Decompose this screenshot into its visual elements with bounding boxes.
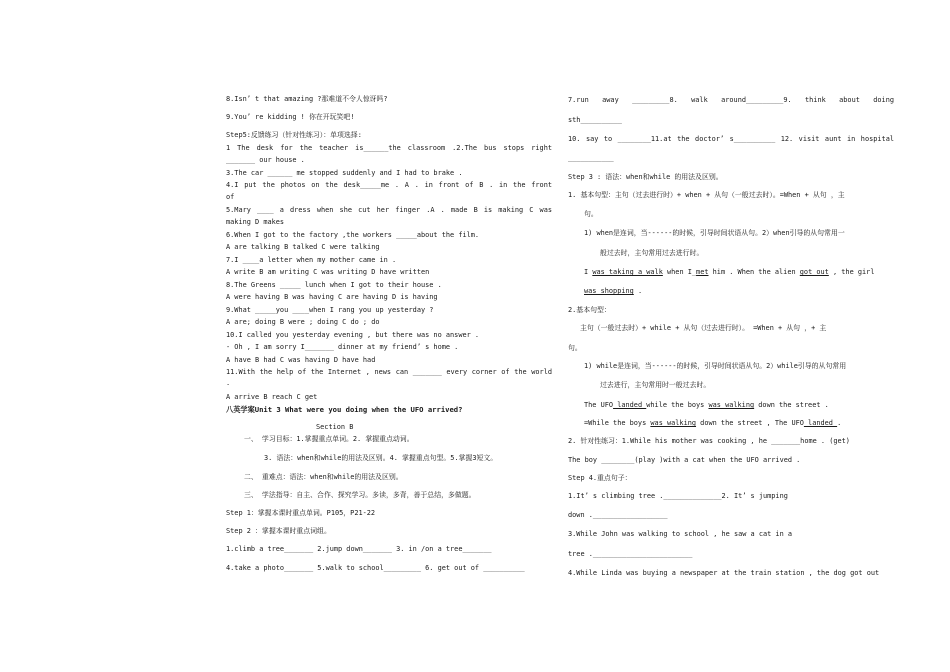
practice-2: The boy ________(play )with a cat when the UFO arrived . — [568, 456, 801, 464]
example-when: I was taking a walk when I_met him . When the alien got out , the girl — [584, 268, 875, 276]
sentence-line: 3.While John was walking to school , he saw a cat in a — [568, 530, 793, 538]
rule-while: 1) while是连词，当------的时候，引导时间状语从句。2）while引导的从句常用 — [584, 362, 847, 370]
question-4: 4.I put the photos on the desk_____me . A . in front of B . in the front — [226, 181, 552, 189]
text-line: making D makes — [226, 218, 285, 226]
key-points: 二、 重难点：语法：when和while的用法及区别。 — [244, 473, 403, 481]
sentence-line: 1.It’ s climbing tree .______________2. It’ s jumping — [568, 492, 788, 500]
learning-goals: 一、 学习目标：1.掌握重点单词。2. 掌握重点动词。 — [244, 435, 414, 443]
text-line: . — [226, 379, 231, 387]
question-9: 9.What _____you ____when I rang you up yesterday ? — [226, 306, 434, 314]
study-guide: 三、 学法指导：自主、合作、探究学习。多读，多背，善于总结，多做题。 — [244, 491, 476, 499]
text-line: 8.Isn’ t that amazing ?那难道不令人惊讶吗? — [226, 95, 388, 103]
rule-when: 1) when是连词，当------的时候，引导时间状语从句。2）when引导的从句常用一 — [584, 229, 845, 237]
pattern-2-heading: 2.基本句型： — [568, 306, 611, 314]
step5-heading: Step5:反馈练习（针对性练习）：单项选择: — [226, 131, 362, 139]
step1-heading: Step 1：掌握本课时重点单词。P105，P21-22 — [226, 509, 376, 517]
example-when-cont: was shopping . — [584, 287, 643, 295]
question-8: 8.The Greens _____ lunch when I got to their house . — [226, 281, 442, 289]
phrase-line: 10. say to ________11.at the doctor’ s__________ 12. visit aunt in hospital — [568, 135, 894, 143]
text-line: ___________ — [568, 154, 614, 162]
example-while-2: =While the boys was walking down the street , The UFO landed . — [584, 419, 842, 427]
sentence-line: down .__________________ — [568, 511, 668, 519]
options-11: A arrive B reach C get — [226, 393, 318, 401]
phrase-line: 4.take a photo_______ 5.walk to school_________ 6. get out of __________ — [226, 564, 525, 572]
text-line: - Oh , I am sorry I_______ dinner at my friend’ s home . — [226, 343, 459, 351]
question-5: 5.Mary ____ a dress when she cut her finger .A . made B is making C was — [226, 206, 552, 214]
options-6: A are talking B talked C were talking — [226, 243, 380, 251]
phrase-line: 7.run away _________8. walk around_________9. think about doing — [568, 96, 894, 104]
text-line: 过去进行，主句常用时一般过去时。 — [600, 381, 711, 389]
practice-1: 2. 针对性练习：1.While his mother was cooking , he _______home . (get) — [568, 437, 850, 445]
question-7: 7.I ____a letter when my mother came in . — [226, 256, 397, 264]
step2-heading: Step 2 ：掌握本课时重点词组。 — [226, 527, 331, 535]
sentence-line: 4.While Linda was buying a newspaper at the train station , the dog got out — [568, 569, 880, 577]
question-3: 3.The car ______ me stopped suddenly and I had to brake . — [226, 169, 463, 177]
options-7: A write B am writing C was writing D have written — [226, 268, 430, 276]
text-line: 般过去时，主句常用过去进行时。 — [600, 249, 704, 257]
unit-title: 八英学案Unit 3 What were you doing when the UFO arrived? — [226, 405, 463, 414]
step4-heading: Step 4.重点句子： — [568, 474, 632, 482]
pattern-2: 主句（一般过去时）+ while + 从句（过去进行时）。 =When + 从句 ，+ 主 — [580, 324, 827, 332]
question-6: 6.When I got to the factory ,the workers _____about the film. — [226, 231, 480, 239]
question-10: 10.I called you yesterday evening , but there was no answer . — [226, 331, 480, 339]
text-line: 句。 — [584, 210, 598, 218]
options-10: A have B had C was having D have had — [226, 356, 376, 364]
text-line: _______ our house . — [226, 156, 305, 164]
options-9: A are; doing B were ; doing C do ; do — [226, 318, 380, 326]
options-8: A were having B was having C are having D is having — [226, 293, 438, 301]
learning-goals-cont: 3. 语法：when和while的用法及区别。4. 掌握重点句型。5.掌握3短文。 — [264, 454, 498, 462]
example-while: The UFO landed while the boys was walking down the street . — [584, 401, 829, 409]
question-1-2: 1 The desk for the teacher is______the classroom .2.The bus stops right — [226, 144, 552, 152]
text-line: of — [226, 193, 235, 201]
text-line: sth__________ — [568, 116, 622, 124]
sentence-line: tree .________________________ — [568, 550, 693, 558]
question-11: 11.With the help of the Internet , news can _______ every corner of the world — [226, 368, 552, 376]
pattern-1: 1. 基本句型：主句（过去进行时）+ when + 从句（一般过去时）。=When + 从句 ，主 — [568, 191, 845, 199]
section-label: Section B — [316, 423, 354, 431]
step3-heading: Step 3 : 语法：when和while 的用法及区别。 — [568, 173, 723, 181]
text-line: 句。 — [568, 344, 582, 352]
phrase-line: 1.climb a tree_______ 2.jump down_______ 3. in /on a tree_______ — [226, 545, 492, 553]
text-line: 9.You’ re kidding ! 你在开玩笑吧! — [226, 113, 355, 121]
